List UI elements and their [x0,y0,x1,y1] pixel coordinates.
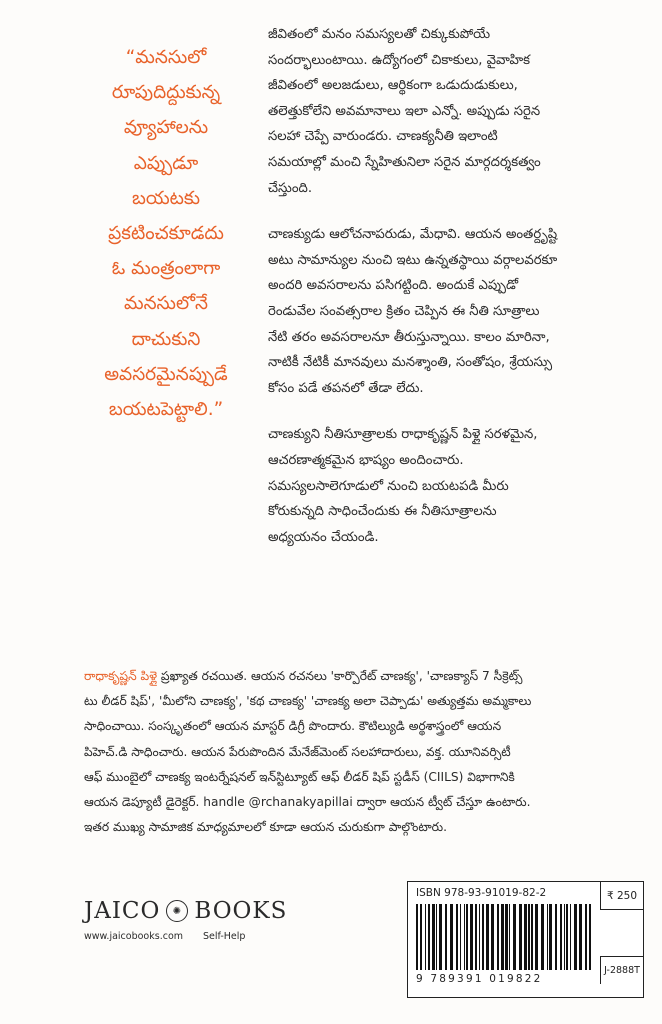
barcode-bar [475,904,477,970]
publisher-meta [84,931,314,942]
blurb-line: చేస్తుంది. [268,180,313,196]
blurb-line: అందరి అవసరాలను పసిగట్టింది. అందుకే ఎప్పుడో [268,278,519,294]
quote-line: వ్యూహాలను [123,117,209,139]
author-bio-line: సాధించాయి. సంస్కృతంలో ఆయన మాస్టర్ డిగ్రీ పొందారు. కౌటిల్యుడి అర్థశాస్త్రంలో ఆయన [84,719,502,734]
blurb-line: సమస్యలసాలెగూడులో నుంచి బయటపడి మీరు [268,478,509,494]
isbn-barcode-box [407,881,644,998]
quote-line: ప్రకటించకూడదు [108,223,224,245]
blurb-line: చాణక్యుని నీతిసూత్రాలకు రాధాకృష్ణన్ పిళ్లై సరళమైన, [268,427,538,443]
blurb-line: సలహా చెప్పే వారుండరు. చాణక్యనీతి ఇలాంటి [268,129,498,145]
book-category: Self-Help [203,931,246,942]
barcode-bar [579,904,582,970]
barcode-bar [439,904,442,970]
quote-line: బయటపెట్టాలి.” [108,399,224,421]
barcode-bar [566,904,568,970]
barcode-bar [560,904,562,970]
publisher-name-right: BOOKS [194,898,288,924]
barcode-bar [479,904,480,970]
author-bio-line: ఇతర ముఖ్య సామాజిక మాధ్యమాలలో కూడా ఆయన చురుకుగా పాల్గొంటారు. [84,820,447,835]
barcode-bar [436,904,437,970]
author-bio-lines [84,689,644,840]
barcode-bar [491,904,494,970]
barcode-bar [589,904,591,970]
publisher-name-left: JAICO [84,898,161,924]
blurb-line: నేటి తరం అవసరాలనూ తీరుస్తున్నాయి. కాలం మారినా, [268,329,550,345]
barcode-digits: 9 789391 019822 [416,973,543,985]
barcode-bar [497,904,499,970]
quote-line: దాచుకుని [131,328,201,350]
publisher-logo [84,898,314,924]
quote-line: ఓ మంత్రంలాగా [111,258,221,280]
quote-line: మనసులోనే [124,293,208,315]
barcode-bar [428,904,430,970]
blurb-line: అటు సామాన్యుల నుంచి ఇటు ఉన్నతస్థాయి వర్గాలవరకూ [268,252,558,268]
barcode-bar [501,904,504,970]
blurb-line: జీవితంలో మనం సమస్యలతో చిక్కుకుపోయే [268,27,491,42]
barcode-bar [547,904,548,970]
barcode-bar [509,904,510,970]
quote-line: బయటకు [131,187,200,209]
barcode-bar [519,904,522,970]
quote-line: రూపుదిద్దుకున్న [111,82,221,104]
barcode-bar [555,904,557,970]
author-name: రాధాకృష్ణన్ పిళ్లై [84,669,158,683]
blurb-line: ఆచరణాత్మకమైన భాష్యం అందించారు. [268,452,464,468]
quote-line: ఎప్పుడూ [133,152,199,174]
book-code: J-2888T [604,965,640,976]
barcode-bar [445,904,447,970]
blurb-line: తలెత్తుకోలేని అవమానాలు ఇలా ఎన్నో. అప్పుడు సరైన [268,103,541,119]
publisher-website: www.jaicobooks.com [84,931,184,942]
blurb-line: కోసం పడే తపనలో తేడా లేదు. [268,380,424,396]
barcode-bar [574,904,577,970]
author-bio-line: టు లీడర్ షిప్', 'మీలోని చాణక్య', 'కథ చాణక్య' 'చాణక్య అలా చెప్పాడు' అత్యుత్తమ అమ్మకాలు [84,694,532,709]
blurb-line: రెండువేల సంవత్సరాల క్రితం చెప్పిన ఈ నీతి సూత్రాలు [268,303,540,319]
quote-line: అవసరమైనప్పుడే [104,363,228,385]
blurb-text [268,22,638,571]
author-bio-line: పిహెచ్.డి సాధించారు. ఆయన పేరుపొందిన మేనేజ్‌మెంట్ సలహాదారులు, వక్త. యూనివర్సిటీ [84,744,511,759]
blurb-line: అధ్యయనం చేయండి. [268,529,379,545]
barcode-bar [585,904,587,970]
barcode-bar [505,904,508,970]
barcode-bar [450,904,453,970]
barcode-bar [524,904,527,970]
price-label: ₹ 250 [606,889,638,902]
barcode-bar [456,904,458,970]
barcode-bar [466,904,468,970]
author-bio-line: ఆయన డెప్యూటీ డైరెక్టర్. handle @rchanakyapillai ద్వారా ఆయన ట్వీట్ చేస్తూ ఉంటారు. [84,795,531,810]
barcode-bar [570,904,571,970]
jaico-emblem-icon: ✺ [166,900,188,922]
blurb-paragraph [268,22,638,201]
author-bio [84,664,644,840]
blurb-line: చాణక్యుడు ఆలోచనాపరుడు, మేధావి. ఆయన అంతర్దృష్టి [268,227,558,243]
barcode-bar [486,904,489,970]
blurb-line: నాటికీ నేటికీ మానవులు మనశ్శాంతి, సంతోషం, శ్రేయస్సు [268,355,553,371]
barcode-bar [425,904,426,970]
barcode-bar [482,904,484,970]
barcode-bar [432,904,435,970]
barcode-bar [416,904,418,970]
barcode-bar [420,904,422,970]
book-code-box [600,956,643,984]
pull-quote [86,40,246,427]
barcode-bar [549,904,552,970]
barcode-bar [531,904,533,970]
barcode-bar [460,904,461,970]
barcode-bar [464,904,465,970]
blurb-line: సందర్భాలుంటాయి. ఉద్యోగంలో చికాకులు, వైవాహిక [268,52,531,68]
price-box [600,882,643,910]
blurb-paragraph [268,422,638,550]
barcode-bar [535,904,538,970]
blurb-line: సమయాల్లో మంచి స్నేహితునిలా సరైన మార్గదర్శకత్వం [268,154,541,170]
quote-line: “మనసులో [125,47,207,68]
isbn-label: ISBN 978-93-91019-82-2 [416,887,547,899]
barcode-bar [528,904,530,970]
publisher-block [84,898,314,942]
barcode-bar [470,904,473,970]
barcode-bar [541,904,544,970]
blurb-paragraph [268,222,638,401]
barcode-icon [416,904,596,972]
blurb-line: కోరుకున్నది సాధించేందుకు ఈ నీతిసూత్రాలను [268,504,497,520]
author-bio-line: రాధాకృష్ణన్ పిళ్లై ప్రఖ్యాత రచయిత. ఆయన రచనలు 'కార్పొరేట్ చాణక్య', 'చాణక్యాస్ 7 సీక్రెట్స్ [84,669,523,683]
author-bio-line: ఆఫ్ ముంబైలో చాణక్య ఇంటర్నేషనల్ ఇన్‌స్టిట్యూట్ ఆఫ్ లీడర్ షిప్ స్టడీస్ (CIILS) విభాగానికి [84,769,515,784]
blurb-line: జీవితంలో అలజడులు, ఆర్థికంగా ఒడుదుడుకులు, [268,78,518,94]
barcode-bar [564,904,565,970]
barcode-bar [513,904,516,970]
